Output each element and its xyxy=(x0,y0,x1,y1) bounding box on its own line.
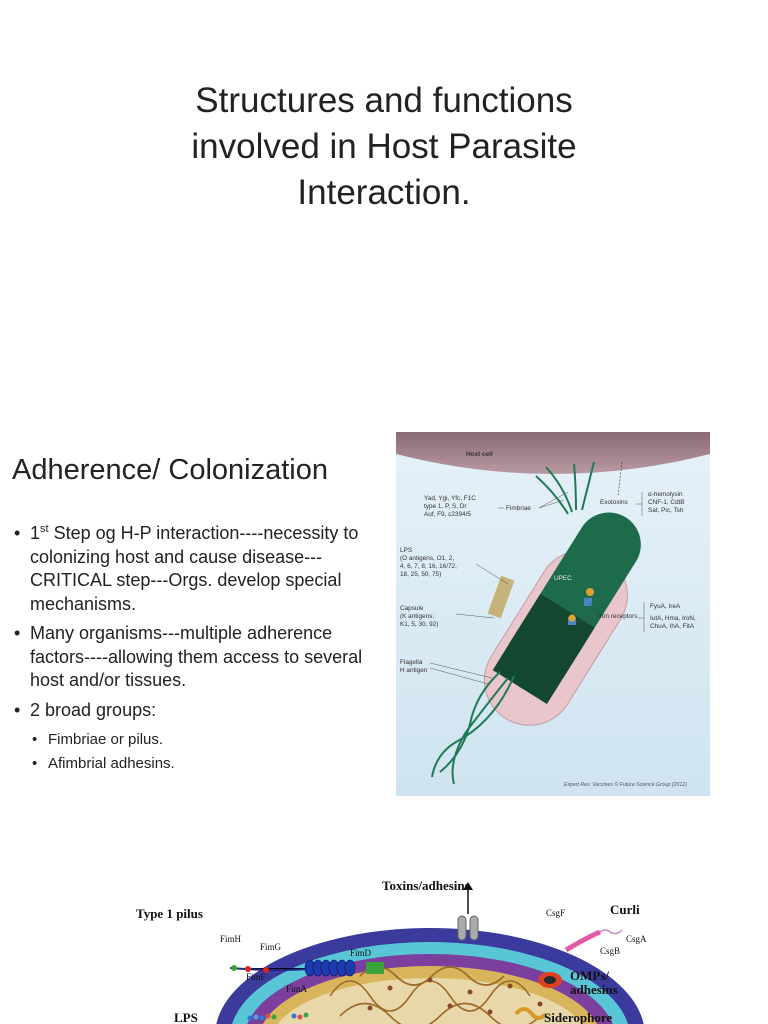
bullet-item: • 2 broad groups: xyxy=(14,699,374,723)
exotoxin-list-label xyxy=(648,491,685,514)
label-line: FyuA, IreA xyxy=(650,603,681,610)
title-line: Interaction. xyxy=(297,173,471,212)
bullet-item: • Many organisms---multiple adherence factors----allowing them access to several host and/or tissues. xyxy=(14,622,374,693)
fim-label: FimA xyxy=(286,984,308,994)
sub-bullet-item: • Afimbrial adhesins. xyxy=(14,752,374,776)
curli-label: Curli xyxy=(610,902,640,917)
exotoxins-label: Exotoxins xyxy=(600,499,628,506)
omp-barrel xyxy=(538,972,562,988)
label-line: Auf, F9, c2394/5 xyxy=(424,511,471,518)
title-line: Structures and functions xyxy=(195,81,573,120)
label-line: LPS xyxy=(400,547,413,554)
iron-receptors-label: Iron receptors xyxy=(598,613,638,620)
label-line: (K antigens: xyxy=(400,613,435,620)
label-line: (O antigens, O1, 2, xyxy=(400,555,454,562)
bullet-item xyxy=(14,522,374,616)
csg-label: CsgF xyxy=(546,908,566,918)
label-line: ChuA, IhA, FitA xyxy=(650,623,695,630)
bullet-list xyxy=(14,522,374,776)
upec-label: UPEC xyxy=(554,575,572,582)
label-line: type 1, P, S, Dr xyxy=(424,503,467,510)
label-line: Yad, Ygi, Yfc, F1C xyxy=(424,495,476,502)
slide-title xyxy=(84,78,684,216)
fim-label: FimH xyxy=(220,934,242,944)
bullet-text: 1 xyxy=(30,523,41,543)
label-line: K1, 5, 30, 92) xyxy=(400,621,439,628)
label-line: IutA, Hma, IroN, xyxy=(650,615,696,622)
omps-label-line2: adhesins xyxy=(570,982,618,997)
label-line: Flagella xyxy=(400,659,423,666)
fim-label: FimG xyxy=(260,942,282,952)
fim-label: FimD xyxy=(350,948,372,958)
csg-label: CsgG xyxy=(522,926,543,936)
omps-label-line1: OMPs/ xyxy=(570,968,609,983)
label-line: α-hemolysin xyxy=(648,491,683,498)
fim-label: FimF xyxy=(246,972,266,982)
title-slide xyxy=(0,0,768,390)
label-line: CNF-1, CdtB xyxy=(648,499,685,506)
siderophore-label: Siderophore xyxy=(544,1010,613,1024)
csg-label: CsgA xyxy=(626,934,647,944)
label-line: H antigen xyxy=(400,667,428,674)
slide-heading: Adherence/ Colonization xyxy=(12,454,328,486)
ordinal-superscript: st xyxy=(40,523,49,535)
label-line: Capsule xyxy=(400,605,424,612)
label-line: 18, 25, 50, 75) xyxy=(400,571,442,578)
type1-pilus-label: Type 1 pilus xyxy=(136,906,203,921)
bacterial-cell-diagram xyxy=(130,876,700,1024)
host-cell-label: Host cell xyxy=(466,451,493,458)
lps-label: LPS xyxy=(174,1010,198,1024)
title-line: involved in Host Parasite xyxy=(191,127,577,166)
bacterial-structures-slide xyxy=(0,838,768,1024)
figure-credit: Expert Rev. Vaccines © Future Science Group (2012) xyxy=(564,782,687,788)
upec-diagram xyxy=(396,432,710,796)
adherence-slide xyxy=(0,390,768,838)
label-line: 4, 6, 7, 8, 16, 16/72, xyxy=(400,563,457,570)
bullet-text: Step og H-P interaction----necessity to colonizing host and cause disease---CRITICAL step---Orgs. develop special mechanisms. xyxy=(30,523,359,614)
label-line: Sat, Pic, Tsh xyxy=(648,507,684,514)
sub-bullet-item: • Fimbriae or pilus. xyxy=(14,728,374,752)
toxins-label: Toxins/adhesins xyxy=(382,878,470,893)
fimbriae-label: Fimbriae xyxy=(506,505,531,512)
csg-label: CsgB xyxy=(600,946,621,956)
